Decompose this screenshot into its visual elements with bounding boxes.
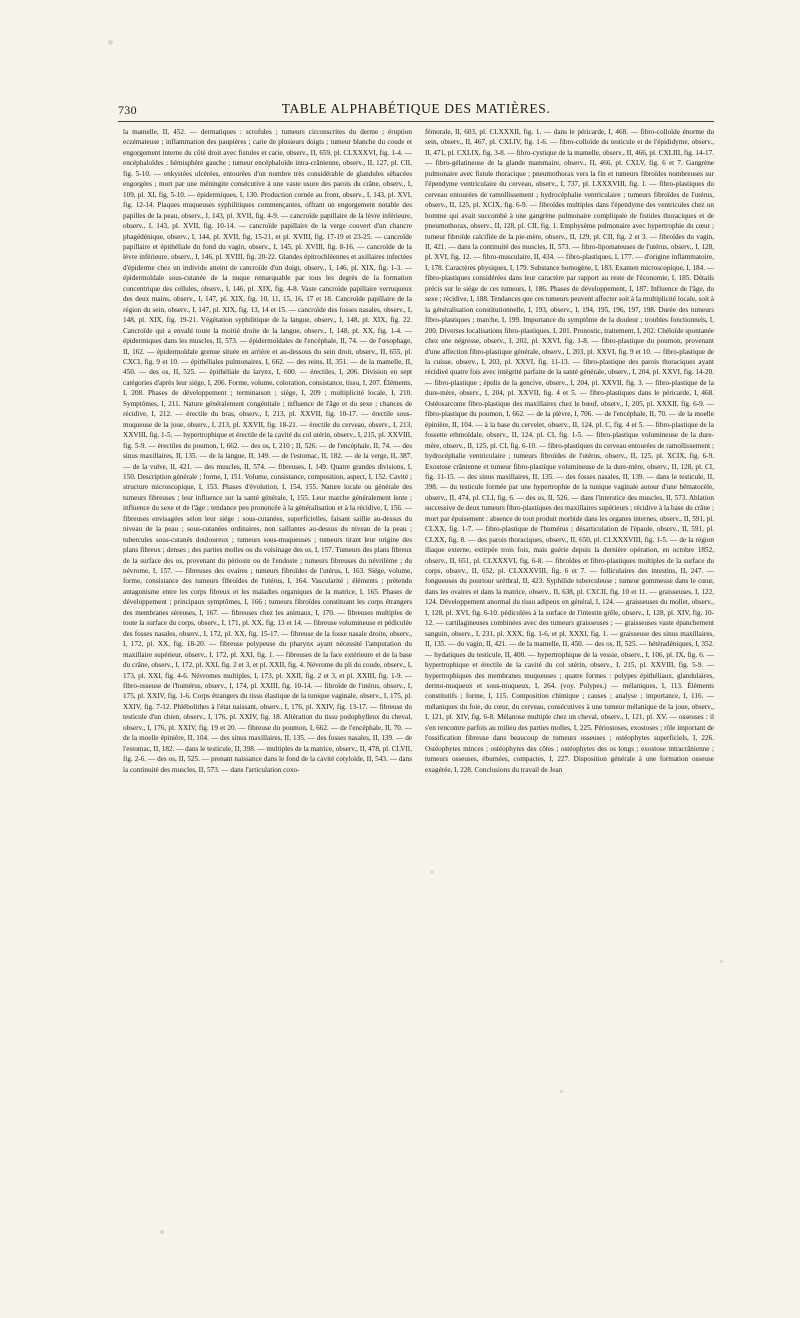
header-rule — [118, 121, 714, 122]
paper-speck — [560, 1090, 563, 1093]
paper-speck — [720, 960, 723, 963]
page-header — [118, 100, 714, 122]
running-title: TABLE ALPHABÉTIQUE DES MATIÈRES. — [281, 101, 551, 116]
index-column-right — [425, 127, 714, 785]
paper-speck — [108, 40, 113, 45]
page-number: 730 — [118, 103, 137, 117]
paper-speck — [430, 870, 434, 874]
paper-speck — [160, 1230, 164, 1234]
index-column-left — [123, 127, 412, 785]
index-text-left: la mamelle, II, 452. — dermatiques : scrofules ; tumeurs circonscrites du derme ; éruption eczémateuse ; inflammation des paupières ; carie de plusieurs doigts ; tumeur blanche du coude et engorgement interne du côté droit avec fistules et carie, observ., II, 659, pl. CLXXXVI, fig. 1-4. — encéphaloïdes : hémisphère gauche ; tumeur encéphaloïde intra-crânienne, observ., II, 127, pl. CII, fig. 5-10. — enkystées ulcérées, entourées d'un nombre très considérable de glandules sébacées engorgées ; mort par une méningite consécutive à une vaste usure des parois du crâne, observ., I, 109, pl. XI, fig. 5-10. — épidermiques, I, 130. Production cornée au front, observ., I, 143, pl. XVI, fig. 12-14. Plaques muqueuses syphilitiques commençantes, offrant un engorgement notable des papilles de la peau, observ., I, 143, pl. XVII, fig. 4-9. — cancroïde papillaire de la lèvre inférieure, observ., I, 143, pl. XVII, fig. 10-14. — cancroïde papillaire de la verge couvert d'un chancre phagédénique, observ., I, 144, pl. XVII, fig. 15-21, et pl. XVIII, fig. 17-19 et 23-25. — cancroïde papillaire et épithéliale du fond du vagin, observ., I, 145, pl. XVIII, fig. 8-16. — cancroïde de la lèvre inférieure, observ., I, 146, pl. XVIII, fig. 20-22. Glandes épitrochléennes et axillaires infectées d'épiderme chez un individu atteint de cancroïde d'un doigt, observ., I, 146, pl. XIX, fig. 1-3. — épidermoïdale sous-cutanée de la nuque remarquable par tous les degrés de la formation concentrique des cellules, observ., I, 146, pl. XIX, fig. 4-8. Vaste cancroïde papillaire verruqueux des deux mains, observ., I, 147, pl. XIX, fig. 10, 11, 15, 16, 17 et 18. Cancroïde papillaire de la région du sein, observ., I, 147, pl. XIX, fig. 13, 14 et 15. — cancroïde des fosses nasales, observ., I, 148, pl. XIX, fig. 19-21. Végétation syphilitique de la langue, observ., I, 148, pl. XIX, fig. 22. Cancroïde qui a envahi toute la moitié droite de la langue, observ., I, 148, pl. XX, fig. 1-4. — épidermiques dans les muscles, II, 573. — épidermoïdales de l'encéphale, II, 74. — de l'œsophage, II, 162. — épidermoïdale grenue située en arrière et au-dessous du sein droit, observ., II, 655, pl. CXCI, fig. 9 et 10. — épithéliales pulmonaires, I, 662. — des reins, II, 351. — de la mamelle, II, 450. — des os, II, 525. — épithéliale du larynx, I, 600. — érectiles, I, 206. Division en sept catégories d'après leur siége, I, 206. Forme, volume, coloration, consistance, tissu, I, 207. Éléments, I, 208. Phases de développement ; terminaison ; siége, I, 209 ; multiplicité locale, I, 210. Symptômes, I, 211. Nature généralement congénitale ; influence de l'âge et du sexe ; chances de récidive, I, 212. — érectile du bras, observ., I, 213, pl. XXVII, fig. 10-17. — érectile sous-muqueuse de la joue, observ., I, 213, pl. XXVII, fig. 18-21. — érectile du cerveau, observ., I, 213, XXVIII, fig. 1-5. — hypertrophique et érectile de la cavité du col utérin, observ., I, 215, pl. XXVIII, fig. 5-9. — érectiles du poumon, I, 662. — des os, I, 210 ; II, 526. — de l'encéphale, II, 74. — des sinus maxillaires, II, 135. — de la langue, II, 149. — de l'estomac, II, 182. — de la verge, II, 387. — de la vulve, II, 421. — des muscles, II, 574. — fibreuses, I, 149. Quatre grandes divisions, I, 150. Description générale ; forme, I, 151. Volume, consistance, composition, aspect, I, 152. Cavité ; structure microscopique, I, 153. Phases d'évolution, I, 154, 155. Nature locale ou générale des tumeurs fibreuses ; leur influence sur la santé générale, I, 155. Leur marche généralement lente ; influence du sexe et de l'âge ; tendance peu prononcée à la généralisation et à la récidive, I, 156. — fibreuses envisagées selon leur siége : sous-cutanées, superficielles, faisant saillie au-dessus du niveau de la peau ; sous-cutanées ordinaires, non saillantes au-dessus du niveau de la peau ; tubercules sous-cutanés douloureux ; tumeurs sous-muqueuses ; tumeurs tirant leur origine des plans fibreux ; denses ; des parties molles ou du voisinage des os, I, 157. Tumeurs des plans fibreux de la surface des os, provenant du périoste ou de l'endoste ; tumeurs fibreuses du névrilème ; du névrome, I, 157. — fibreuses des ovaires ; tumeurs fibroïdes de l'utérus, I, 163. Siége, volume, forme, consistance des tumeurs fibroïdes de l'utérus, I, 164. Vascularité ; éléments ; prétendu antagonisme entre les corps fibreux et les maladies organiques de la matrice, I, 165. Phases de développement ; principaux symptômes, I, 166 ; tumeurs fibroïdes constituant les corps étrangers des membranes séreuses, I, 167. — fibreuses chez les animaux, I, 170. — fibreuses multiples de toute la surface du corps, observ., I, 171, pl. XX, fig. 13 et 14. — fibreuse volumineuse et pédiculée des fosses nasales, observ., I, 172, pl. XX, fig. 15-17. — fibreuse de la fosse nasale droite, observ., I, 172, pl. XX, fig. 18-20. — fibreuse polypeuse du pharynx ayant nécessité l'amputation du maxillaire supérieur, observ., I, 172, pl. XXI, fig. 1. — fibreuses de la face extérieure et de la base du crâne, observ., I, 172, pl. XXI, fig. 2 et 3, et pl. XXII, fig. 4. Névrome du pli du coude, observ., I, 173, pl. XXI, fig. 4-6. Névromes multiples, I, 173, pl. XXII, fig. 2 et 3, et pl. XXIII, fig. 1-9. — fibro-osseuse de l'humérus, observ., I, 174, pl. XXIII, fig. 10-14. — fibroïde de l'utérus, observ., I, 175, pl. XXIV, fig. 1-6. Corps étrangers du tissu élastique de la tunique vaginale, observ., I, 175, pl. XXIV, fig. 7-12. Phlébolithes à l'état naissant, observ., I, 176, pl. XXIV, fig. 13-17. — fibreuse du testicule d'un chien, observ., I, 176, pl. XXIV, fig. 18. Altération du tissu podophylleux du cheval, observ., I, 176, pl. XXIV, fig. 19 et 20. — fibreuse du poumon, I, 662. — de l'encéphale, II, 70. — de la moelle épinière, II, 104. — des sinus maxillaires, II, 135. — des fosses nasales, II, 139. — de l'estomac, II, 182. — dans le testicule, II, 398. — multiples de la matrice, observ., II, 478, pl. CLVII, fig. 2-6. — des os, II, 525. — prenant naissance dans le fond de la cavité cotyloïde, II, 543. — dans la continuité des muscles, II, 573. — dans l'articulation coxo- — [123, 128, 412, 774]
index-text-right: fémorale, II, 603, pl. CLXXXII, fig. 1. — dans le péricarde, I, 468. — fibro-colloïde énorme du sein, observ., II, 467, pl. CXLIV, fig. 1-6. — fibro-colloïde du testicule et de l'épididyme, observ., II, 471, pl. CXLIX, fig. 3-8. — fibro-cystique de la mamelle, observ., II, 466, pl. CXLIII, fig. 14-17. — fibro-gélatineuse de la glande mammaire, observ., II, 466, pl. CXLV, fig. 6 et 7. Gangrène pulmonaire avec fistule thoracique ; pneumothorax vers la fin et tumeurs fibroïdes nombreuses sur l'épendyme ventriculaire du cerveau, observ., I, 737, pl. LXXXVIII, fig. 1. — fibro-plastiques du cerveau entourées de ramollissement ; hydrocéphalie ventriculaire ; tumeurs fibroïdes de l'utérus, observ., II, 125, pl. XCIX, fig. 6-9. — fibroïdes multiples dans l'épendyme des ventricules chez un homme qui avait succombé à une gangrène pulmonaire compliquée de fistules thoraciques et de pneumothorax, observ., II, 128, pl. CII, fig. 1. Emphysème pulmonaire avec hypertrophie du cœur ; tumeur fibroïde calcifiée de la pie-mère, observ., II, 129, pl. CII, fig. 2 et 3. — fibroïdes du vagin, II, 421. — dans la continuité des muscles, II, 573. — fibro-lipomateuses de l'utérus, observ., I, 128, pl. XVI, fig. 12. — fibro-musculaire, II, 434. — fibro-plastiques, I, 177. — d'origine inflammatoire, I, 178. Caractères physiques, I, 179. Substance homogène, I, 183. Examen microscopique, I, 184. — fibro-plastiques considérées dans leur caractère par rapport au reste de l'économie, I, 185. Détails précis sur le siége de ces tumeurs, I, 186. Phases de développement, I, 187. Influence de l'âge, du sexe ; récidive, I, 188. Tendances que ces tumeurs peuvent affecter soit à la multiplicité locale, soit à la généralisation constitutionnelle, I, 193, observ., I, 194, 195, 196, 197, 198. Durée des tumeurs fibro-plastiques ; marche, I, 199. Importance du symptôme de la douleur ; troubles fonctionnels, I, 200. Diverses localisations fibro-plastiques, I, 201. Pronostic, traitement, I, 202. Chéloïde spontanée chez une négresse, observ., I, 202, pl. XXVI, fig. 1-8. — fibro-plastique du poumon, provenant d'une affection fibro-plastique générale, observ., I, 203, pl. XXVI, fig. 9 et 10. — fibro-plastique de la cuisse, observ., I, 203, pl. XXVI, fig. 11-13. — fibro-plastique des parois thoraciques ayant récidivé quatre fois avec intégrité parfaite de la santé générale, observ., I, 204, pl. XXVI, fig. 14-20. — fibro-plastique ; épulis de la gencive, observ., I, 204, pl. XXVII, fig. 3. — fibro-plastique de la dure-mère, observ., I, 204, pl. XXVII, fig. 4 et 5. — fibro-plastiques dans le péricarde, I, 468. Ostéosarcome fibro-plastique des maxillaires chez le bœuf, observ., I, 205, pl. XXXII, fig. 6-9. — fibro-plastique du poumon, I, 662. — de la plèvre, I, 706. — de l'encéphale, II, 70. — de la moelle épinière, II, 104. — à la base du cervelet, observ., II, 124, pl. C, fig. 4 et 5. — fibro-plastique de la fossette ethmoïdale, observ., II, 124, pl. CI, fig. 1-5. — fibro-plastique volumineuse de la dure-mère, observ., II, 125, pl. CI, fig. 6-10. — fibro-plastiques du cerveau entourées de ramollissement ; hydrocéphalie ventriculaire ; tumeurs fibroïdes de l'utérus, observ., II, 125, pl. XCIX, fig. 6-9. Exostose crânienne et tumeur fibro-plastique volumineuse de la dure-mère, observ., II, 128, pl. CI, fig. 11-15. — des sinus maxillaires, II, 135. — des fosses nasales, II, 139. — dans le testicule, II, 398. — du testicule formée par une hypertrophie de la tunique vaginale autour d'une hématocèle, observ., II, 474, pl. CLI, fig. 6. — des os, II, 526. — dans l'interstice des muscles, II, 573. Ablation successive de deux tumeurs fibro-plastiques des maxillaires supérieurs ; récidive à la base du crâne ; mort par épuisement : absence de tout produit morbide dans les organes internes, observ., II, 591, pl. CLXX, fig. 1-7. — fibro-plastique de l'humérus ; désarticulation de l'épaule, observ., II, 591, pl. CLXX, fig. 8. — des parois thoraciques, observ., II, 650, pl. CLXXXVIII, fig. 1-5. — de la région iliaque externe, extirpée trois fois, mais guérie depuis la dernière opération, en octobre 1852, observ., II, 651, pl. CLXXXVI, fig. 6-8. — fibroïdes et fibro-plastiques multiples de la surface du corps, observ., II, 652, pl. CLXXXVIII, fig. 6 et 7. — folliculaires des intestins, II, 247. — fongueuses du pourtour uréthral, II, 423. Syphilide tuberculeuse ; tumeur gommeuse dans le cœur, dans les ovaires et dans la matrice, observ., II, 638, pl. CXCII, fig. 10 et 11. — graisseuses, I, 122, 124. Développement anormal du tissu adipeux en général, I, 124. — graisseuses du mollet, observ., I, 128, pl. XVI, fig. 6-10. pédiculées à la surface de l'intestin grêle, observ., I, 128, pl. XIV, fig. 10-12. — cartilagineuses combinées avec des tumeurs graisseuses ; — graisseuses vaste épanchement sanguin, observ., I, 231, pl. XXX, fig. 1-6, et pl. XXXI, fig. 1. — graisseuse des sinus maxillaires, II, 135. — du vagin, II, 421. — de la mamelle, II, 450. — des os, II, 525. — hétéradéniques, I, 352. — hydatiques du testicule, II, 400. — hypertrophique de la vessie, observ., I, 106, pl. IX, fig. 6. — hypertrophique et érectile de la cavité du col utérin, observ., I, 215, pl. XXVIII, fig. 5-9. — hypertrophiques des membranes muqueuses ; quatre formes : polypes épithéliaux, glandulaires, dermo-muqueux et sous-muqueux, I, 264. (voy. Polypes.) — mélaniques, I, 113. Éléments constitutifs ; forme, I, 115. Composition chimique ; causes ; analyse ; importance, I, 116. — mélaniques du foie, du cœur, du cerveau, consécutives à une tumeur mélanique de la joue, observ., I, 121, pl. XIV, fig. 6-8. Mélanose multiple chez un cheval, observ., I, 121, pl. XV. — osseuses : il s'en rencontre parfois au milieu des parties molles, I, 225. Périostoses, exostoses ; rôle important de l'ossification fibreuse dans beaucoup de tumeurs osseuses ; ostéophytes superficiels, I, 226. Ostéophytes minces ; ostéophytes des côtes ; ostéophytes des os longs ; exostose intracrânienne ; tumeurs osseuses, éburnées, compactes, I, 227. Disposition générale à une formation osseuse exagérée, I, 228. Conclusions du travail de Jean — [425, 128, 714, 774]
